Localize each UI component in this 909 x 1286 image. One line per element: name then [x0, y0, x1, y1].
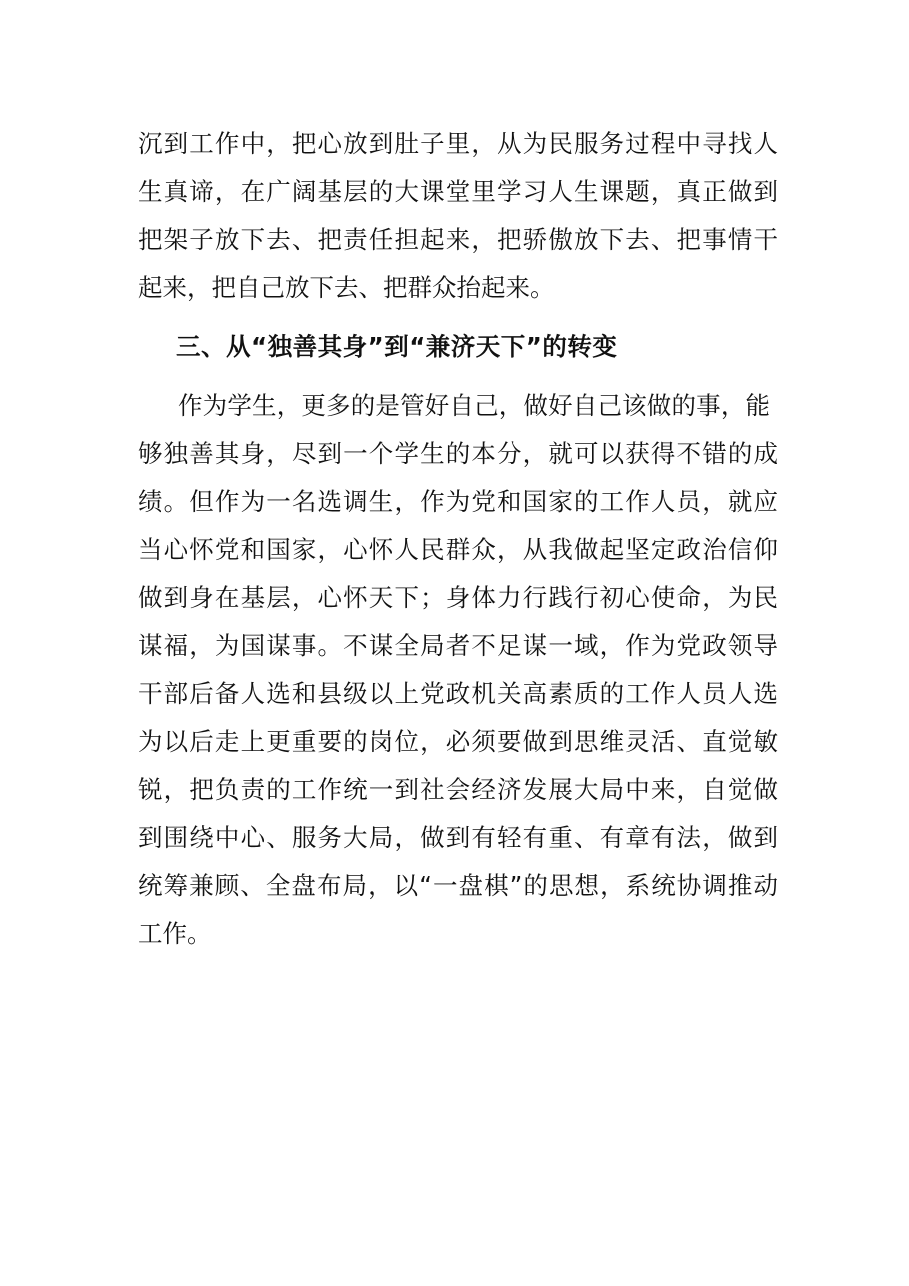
paragraph-1-line-2: 生真谛，在广阔基层的大课堂里学习人生课题，真正做到	[138, 177, 778, 206]
paragraph-2-line-1: 作为学生，更多的是管好自己，做好自己该做的事，能	[178, 391, 770, 420]
paragraph-1-line-3: 把架子放下去、把责任担起来，把骄傲放下去、把事情干	[138, 225, 778, 254]
paragraph-1-line-4: 起来，把自己放下去、把群众抬起来。	[138, 273, 555, 302]
paragraph-2-line-5: 做到身在基层，心怀天下；身体力行践行初心使命，为民	[138, 583, 778, 612]
paragraph-2-line-6: 谋福，为国谋事。不谋全局者不足谋一域，作为党政领导	[138, 631, 778, 660]
paragraph-2-line-12: 工作。	[138, 919, 212, 948]
paragraph-2-line-3: 绩。但作为一名选调生，作为党和国家的工作人员，就应	[138, 487, 778, 516]
paragraph-2-line-8: 为以后走上更重要的岗位，必须要做到思维灵活、直觉敏	[138, 727, 778, 756]
paragraph-2-line-10: 到围绕中心、服务大局，做到有轻有重、有章有法，做到	[138, 823, 778, 852]
paragraph-2-line-2: 够独善其身，尽到一个学生的本分，就可以获得不错的成	[138, 439, 778, 468]
section-heading: 三、从“独善其身”到“兼济天下”的转变	[176, 332, 618, 361]
paragraph-2-line-11: 统筹兼顾、全盘布局，以“一盘棋”的思想，系统协调推动	[138, 871, 778, 900]
paragraph-2-line-7: 干部后备人选和县级以上党政机关高素质的工作人员人选	[138, 679, 778, 708]
paragraph-2-line-4: 当心怀党和国家，心怀人民群众，从我做起坚定政治信仰	[138, 535, 778, 564]
paragraph-2-line-9: 锐，把负责的工作统一到社会经济发展大局中来，自觉做	[138, 775, 778, 804]
paragraph-1-line-1: 沉到工作中，把心放到肚子里，从为民服务过程中寻找人	[138, 129, 778, 158]
